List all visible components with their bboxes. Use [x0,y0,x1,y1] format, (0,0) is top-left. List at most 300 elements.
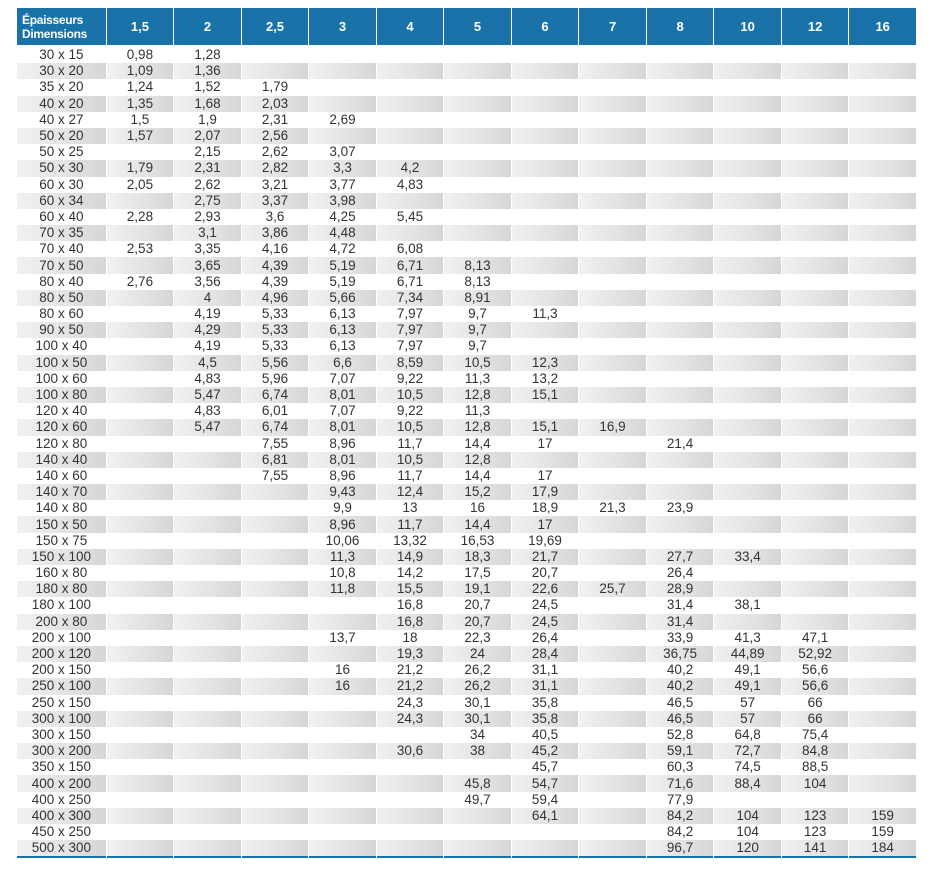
weight-cell [849,241,916,257]
weight-cell [377,144,444,160]
table-row [17,792,916,808]
weight-cell: 84,2 [647,824,714,840]
weight-cell [242,533,309,549]
weight-cell [714,79,781,95]
table-row [17,484,916,500]
table-row [17,193,916,209]
weight-cell [782,484,849,500]
weight-cell [849,597,916,613]
weight-cell [174,662,241,678]
weight-cell [579,322,646,338]
dimension-cell: 50 x 30 [17,160,106,176]
weight-cell: 8,13 [444,257,511,273]
weight-cell [174,695,241,711]
weight-cell [107,743,174,759]
dimension-cell: 30 x 20 [17,63,106,79]
table-row [17,144,916,160]
weight-cell [714,484,781,500]
weight-cell [714,96,781,112]
table-row [17,468,916,484]
weight-cell [309,711,376,727]
table-header [17,8,916,47]
weight-cell [242,47,309,63]
weight-cell [444,96,511,112]
weight-cell: 11,7 [377,516,444,532]
weight-cell [714,306,781,322]
weight-cell: 3,3 [309,160,376,176]
weight-cell [512,840,579,858]
weight-cell [309,808,376,824]
weight-cell [849,711,916,727]
weight-cell: 7,97 [377,322,444,338]
table-row [17,581,916,597]
weight-cell [849,209,916,225]
weight-cell: 24,3 [377,711,444,727]
dimension-cell: 30 x 15 [17,47,106,63]
weight-cell [174,727,241,743]
corner-header [17,8,106,47]
weight-cell: 5,47 [174,387,241,403]
weight-cell [512,128,579,144]
weight-cell [782,225,849,241]
weight-cell [174,743,241,759]
weight-cell [444,79,511,95]
weight-cell: 1,52 [174,79,241,95]
weight-cell: 2,75 [174,193,241,209]
weight-cell [579,840,646,858]
weight-cell: 35,8 [512,711,579,727]
weight-cell [512,144,579,160]
weight-cell [849,436,916,452]
dimension-cell: 400 x 200 [17,775,106,791]
weight-cell [714,177,781,193]
weight-cell: 26,4 [512,630,579,646]
weight-cell: 6,74 [242,387,309,403]
weight-cell: 104 [714,808,781,824]
weight-cell [579,516,646,532]
weight-cell: 45,7 [512,759,579,775]
weight-cell: 1,36 [174,63,241,79]
weight-cell: 17,9 [512,484,579,500]
weight-cell: 44,89 [714,646,781,662]
weight-cell [782,597,849,613]
weight-cell [309,614,376,630]
weight-cell [579,338,646,354]
weight-cell: 52,92 [782,646,849,662]
weight-cell [782,452,849,468]
weight-cell [174,808,241,824]
weight-cell: 13 [377,500,444,516]
weight-cell [444,808,511,824]
table-row [17,79,916,95]
weight-cell: 57 [714,695,781,711]
weight-cell [107,468,174,484]
table-row [17,338,916,354]
weight-cell [107,452,174,468]
weight-cell: 15,1 [512,419,579,435]
weight-cell: 4,83 [377,177,444,193]
weight-cell: 2,05 [107,177,174,193]
weight-cell: 11,3 [309,549,376,565]
weight-cell [107,727,174,743]
weight-cell: 4,25 [309,209,376,225]
weight-cell: 2,28 [107,209,174,225]
weight-cell: 4,72 [309,241,376,257]
weight-cell [242,63,309,79]
weight-cell [647,371,714,387]
weight-cell [107,614,174,630]
weight-cell [444,241,511,257]
dimension-cell: 100 x 50 [17,355,106,371]
thickness-header: 6 [512,8,579,47]
weight-cell [647,79,714,95]
weight-cell: 9,22 [377,371,444,387]
weight-cell [579,306,646,322]
weight-cell: 75,4 [782,727,849,743]
weight-cell: 6,13 [309,322,376,338]
weight-cell: 141 [782,840,849,858]
weight-cell: 46,5 [647,695,714,711]
weight-cell [377,96,444,112]
weight-cell [782,47,849,63]
weight-cell [242,484,309,500]
table-row [17,403,916,419]
dimension-cell: 70 x 50 [17,257,106,273]
weight-cell [647,484,714,500]
weight-cell: 88,5 [782,759,849,775]
weight-cell: 6,13 [309,306,376,322]
weight-cell [579,597,646,613]
weight-cell [782,177,849,193]
weight-cell: 2,31 [242,112,309,128]
weight-cell: 20,7 [444,597,511,613]
weight-cell [512,112,579,128]
weight-cell [174,646,241,662]
weight-cell: 10,5 [377,419,444,435]
weight-cell [107,646,174,662]
dimension-cell: 80 x 50 [17,290,106,306]
weight-cell: 17 [512,436,579,452]
weight-cell [849,47,916,63]
weight-cell: 16 [309,678,376,694]
dimension-cell: 250 x 150 [17,695,106,711]
weight-cell [714,225,781,241]
dimension-cell: 80 x 40 [17,274,106,290]
weight-cell: 13,7 [309,630,376,646]
weight-cell [714,355,781,371]
weight-cell [107,711,174,727]
weight-cell: 74,5 [714,759,781,775]
weight-cell [174,711,241,727]
weight-cell [309,727,376,743]
weight-cell: 30,6 [377,743,444,759]
weight-cell: 7,97 [377,338,444,354]
weight-cell: 8,59 [377,355,444,371]
weight-cell [377,727,444,743]
weight-cell: 9,7 [444,322,511,338]
weight-cell [849,306,916,322]
weight-cell [444,824,511,840]
weight-cell: 2,56 [242,128,309,144]
weight-cell [647,177,714,193]
weight-cell: 7,07 [309,403,376,419]
weight-cell [242,695,309,711]
dimension-cell: 500 x 300 [17,840,106,858]
weight-cell [512,47,579,63]
dimension-cell: 80 x 60 [17,306,106,322]
weight-cell [647,160,714,176]
weight-cell: 9,7 [444,306,511,322]
weight-cell: 1,79 [242,79,309,95]
weight-cell: 38 [444,743,511,759]
dimension-cell: 300 x 100 [17,711,106,727]
weight-cell: 11,3 [512,306,579,322]
weight-cell [174,500,241,516]
weight-cell: 56,6 [782,662,849,678]
weight-cell [377,792,444,808]
weight-cell [512,274,579,290]
weight-cell [309,47,376,63]
dimension-cell: 250 x 100 [17,678,106,694]
dimension-cell: 70 x 40 [17,241,106,257]
dimension-cell: 140 x 80 [17,500,106,516]
dimension-cell: 120 x 60 [17,419,106,435]
weight-cell [512,177,579,193]
weight-cell: 41,3 [714,630,781,646]
weight-cell: 14,2 [377,565,444,581]
weight-cell [579,209,646,225]
weight-cell: 14,4 [444,468,511,484]
weight-cell [444,193,511,209]
weight-cell [782,306,849,322]
weight-cell: 5,33 [242,322,309,338]
weight-cell: 159 [849,808,916,824]
weight-cell [377,193,444,209]
weight-cell [714,403,781,419]
weight-cell [579,47,646,63]
weight-cell: 72,7 [714,743,781,759]
weight-cell: 24 [444,646,511,662]
thickness-header: 10 [714,8,781,47]
weight-cell [579,257,646,273]
weight-cell [444,840,511,858]
weight-cell: 31,4 [647,597,714,613]
weight-cell: 4,16 [242,241,309,257]
weight-cell [377,225,444,241]
weight-cell [512,96,579,112]
weight-cell: 57 [714,711,781,727]
weight-cell [714,112,781,128]
weight-cell [512,63,579,79]
weight-cell [849,533,916,549]
weight-cell [309,79,376,95]
weight-cell [174,678,241,694]
dimension-cell: 70 x 35 [17,225,106,241]
weight-cell: 18,3 [444,549,511,565]
weight-cell [174,775,241,791]
dimension-cell: 140 x 40 [17,452,106,468]
weight-cell [107,581,174,597]
weight-cell [242,630,309,646]
weight-cell [849,646,916,662]
weight-cell [849,775,916,791]
weight-cell: 10,5 [377,387,444,403]
weight-cell [714,614,781,630]
weight-cell: 17 [512,516,579,532]
weight-cell [849,549,916,565]
weight-cell [782,516,849,532]
dimension-cell: 100 x 60 [17,371,106,387]
weight-cell: 21,2 [377,662,444,678]
weight-cell [107,306,174,322]
dimension-cell: 200 x 150 [17,662,106,678]
weight-cell: 59,1 [647,743,714,759]
weight-cell: 9,22 [377,403,444,419]
weight-cell [579,824,646,840]
weight-cell: 84,2 [647,808,714,824]
weight-cell [782,193,849,209]
weight-cell [782,63,849,79]
weight-cell [107,500,174,516]
weight-cell: 2,93 [174,209,241,225]
weight-cell [107,565,174,581]
weight-cell [107,775,174,791]
weight-cell [174,614,241,630]
weight-cell [849,63,916,79]
weight-cell: 28,4 [512,646,579,662]
dimension-cell: 90 x 50 [17,322,106,338]
table-row [17,209,916,225]
weight-cell: 23,9 [647,500,714,516]
weight-cell [242,711,309,727]
dimension-cell: 400 x 300 [17,808,106,824]
weight-cell [242,678,309,694]
weight-cell [849,193,916,209]
weight-cell [849,371,916,387]
weight-cell [107,516,174,532]
dimension-cell: 400 x 250 [17,792,106,808]
dimension-cell: 50 x 25 [17,144,106,160]
table-row [17,241,916,257]
weight-cell [174,565,241,581]
weight-cell [309,695,376,711]
weight-cell: 4,96 [242,290,309,306]
weight-cell: 16,8 [377,614,444,630]
weight-cell [444,63,511,79]
weight-cell [242,792,309,808]
weight-cell [512,193,579,209]
weight-cell [107,695,174,711]
table-row [17,808,916,824]
weight-cell: 21,2 [377,678,444,694]
weight-cell [714,160,781,176]
weight-cell [714,516,781,532]
weight-cell [647,419,714,435]
weight-cell: 7,55 [242,468,309,484]
weight-cell [579,711,646,727]
weight-cell: 15,2 [444,484,511,500]
weight-cell: 22,3 [444,630,511,646]
weight-cell: 21,4 [647,436,714,452]
weight-cell [512,403,579,419]
table-row [17,516,916,532]
thickness-header: 12 [782,8,849,47]
weight-cell [107,759,174,775]
weight-cell [579,112,646,128]
weight-cell [107,662,174,678]
weight-cell [849,516,916,532]
weight-cell [849,565,916,581]
table-row [17,565,916,581]
weight-cell [714,193,781,209]
weight-cell: 14,9 [377,549,444,565]
weight-cell [782,792,849,808]
dimension-cell: 40 x 27 [17,112,106,128]
weight-cell: 40,2 [647,662,714,678]
table-row [17,711,916,727]
thickness-header: 2 [174,8,241,47]
weight-cell [647,241,714,257]
dimension-cell: 180 x 100 [17,597,106,613]
table-row [17,727,916,743]
weight-cell: 1,24 [107,79,174,95]
weight-cell [242,824,309,840]
table-row [17,614,916,630]
weight-cell [512,338,579,354]
table-row [17,695,916,711]
thickness-header: 7 [579,8,646,47]
weight-cell [782,128,849,144]
weight-cell [579,387,646,403]
weight-cell [782,468,849,484]
weight-cell: 3,86 [242,225,309,241]
weight-cell [174,549,241,565]
dimension-cell: 35 x 20 [17,79,106,95]
weight-cell [714,209,781,225]
weight-cell: 12,4 [377,484,444,500]
weight-cell [579,177,646,193]
table-row [17,678,916,694]
table-row [17,500,916,516]
weight-cell [242,581,309,597]
dimension-cell: 140 x 60 [17,468,106,484]
weight-cell [714,581,781,597]
weight-cell [242,840,309,858]
weight-cell [377,63,444,79]
weight-cell [444,144,511,160]
table-row [17,646,916,662]
weight-cell [782,322,849,338]
weight-cell [849,112,916,128]
weight-cell [714,144,781,160]
weight-cell [714,533,781,549]
weight-cell: 6,01 [242,403,309,419]
weight-cell [107,436,174,452]
weight-cell [377,47,444,63]
weight-cell: 17,5 [444,565,511,581]
weight-cell: 4,5 [174,355,241,371]
weight-cell [107,484,174,500]
weight-cell: 6,71 [377,257,444,273]
weight-cell: 120 [714,840,781,858]
dimension-cell: 150 x 75 [17,533,106,549]
table-row [17,274,916,290]
weight-cell [782,581,849,597]
weight-cell [647,209,714,225]
weight-cell: 3,77 [309,177,376,193]
weight-cell [174,484,241,500]
weight-cell: 13,32 [377,533,444,549]
